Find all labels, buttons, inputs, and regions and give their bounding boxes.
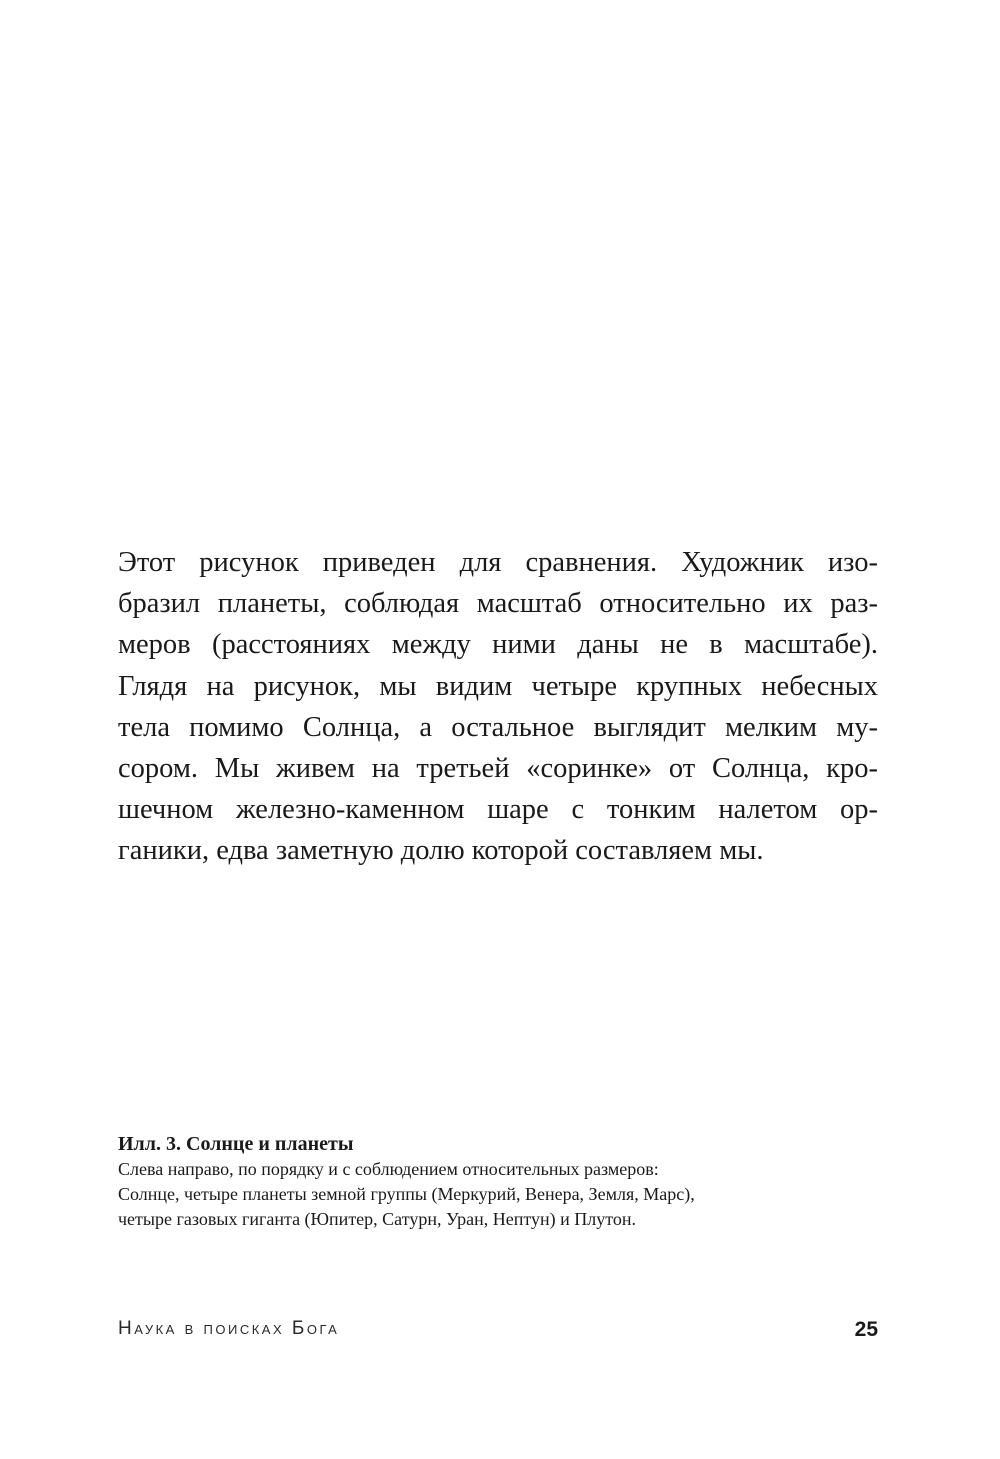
caption-line: четыре газовых гиганта (Юпитер, Сатурн, Уран, Нептун) и Плутон. xyxy=(118,1209,637,1229)
body-line: ганики, едва заметную долю которой составляем мы. xyxy=(118,835,764,867)
caption-line: Солнце, четыре планеты земной группы (Меркурий, Венера, Земля, Марс), xyxy=(118,1184,695,1204)
body-line: тела помимо Солнца, а остальное выглядит мелким му- xyxy=(118,711,878,743)
caption-title: Илл. 3. Солнце и планеты xyxy=(118,1133,354,1155)
body-line: бразил планеты, соблюдая масштаб относительно их раз- xyxy=(118,588,878,620)
figure-caption xyxy=(118,1131,878,1232)
body-line: Этот рисунок приведен для сравнения. Художник изо- xyxy=(118,547,878,578)
caption-line: Слева направо, по порядку и с соблюдением относительных размеров: xyxy=(118,1159,659,1179)
body-line: сором. Мы живем на третьей «соринке» от Солнца, кро- xyxy=(118,753,878,785)
page-footer xyxy=(118,1318,878,1348)
body-line: Глядя на рисунок, мы видим четыре крупных небесных xyxy=(118,670,878,702)
body-paragraph xyxy=(118,542,878,872)
page-number: 25 xyxy=(854,1318,878,1341)
body-line: меров (расстояниях между ними даны не в масштабе). xyxy=(118,629,878,661)
running-head: Наука в поисках Бога xyxy=(118,1318,340,1339)
body-line: шечном железно-каменном шаре с тонким налетом ор- xyxy=(118,794,878,826)
caption-text xyxy=(118,1157,878,1232)
